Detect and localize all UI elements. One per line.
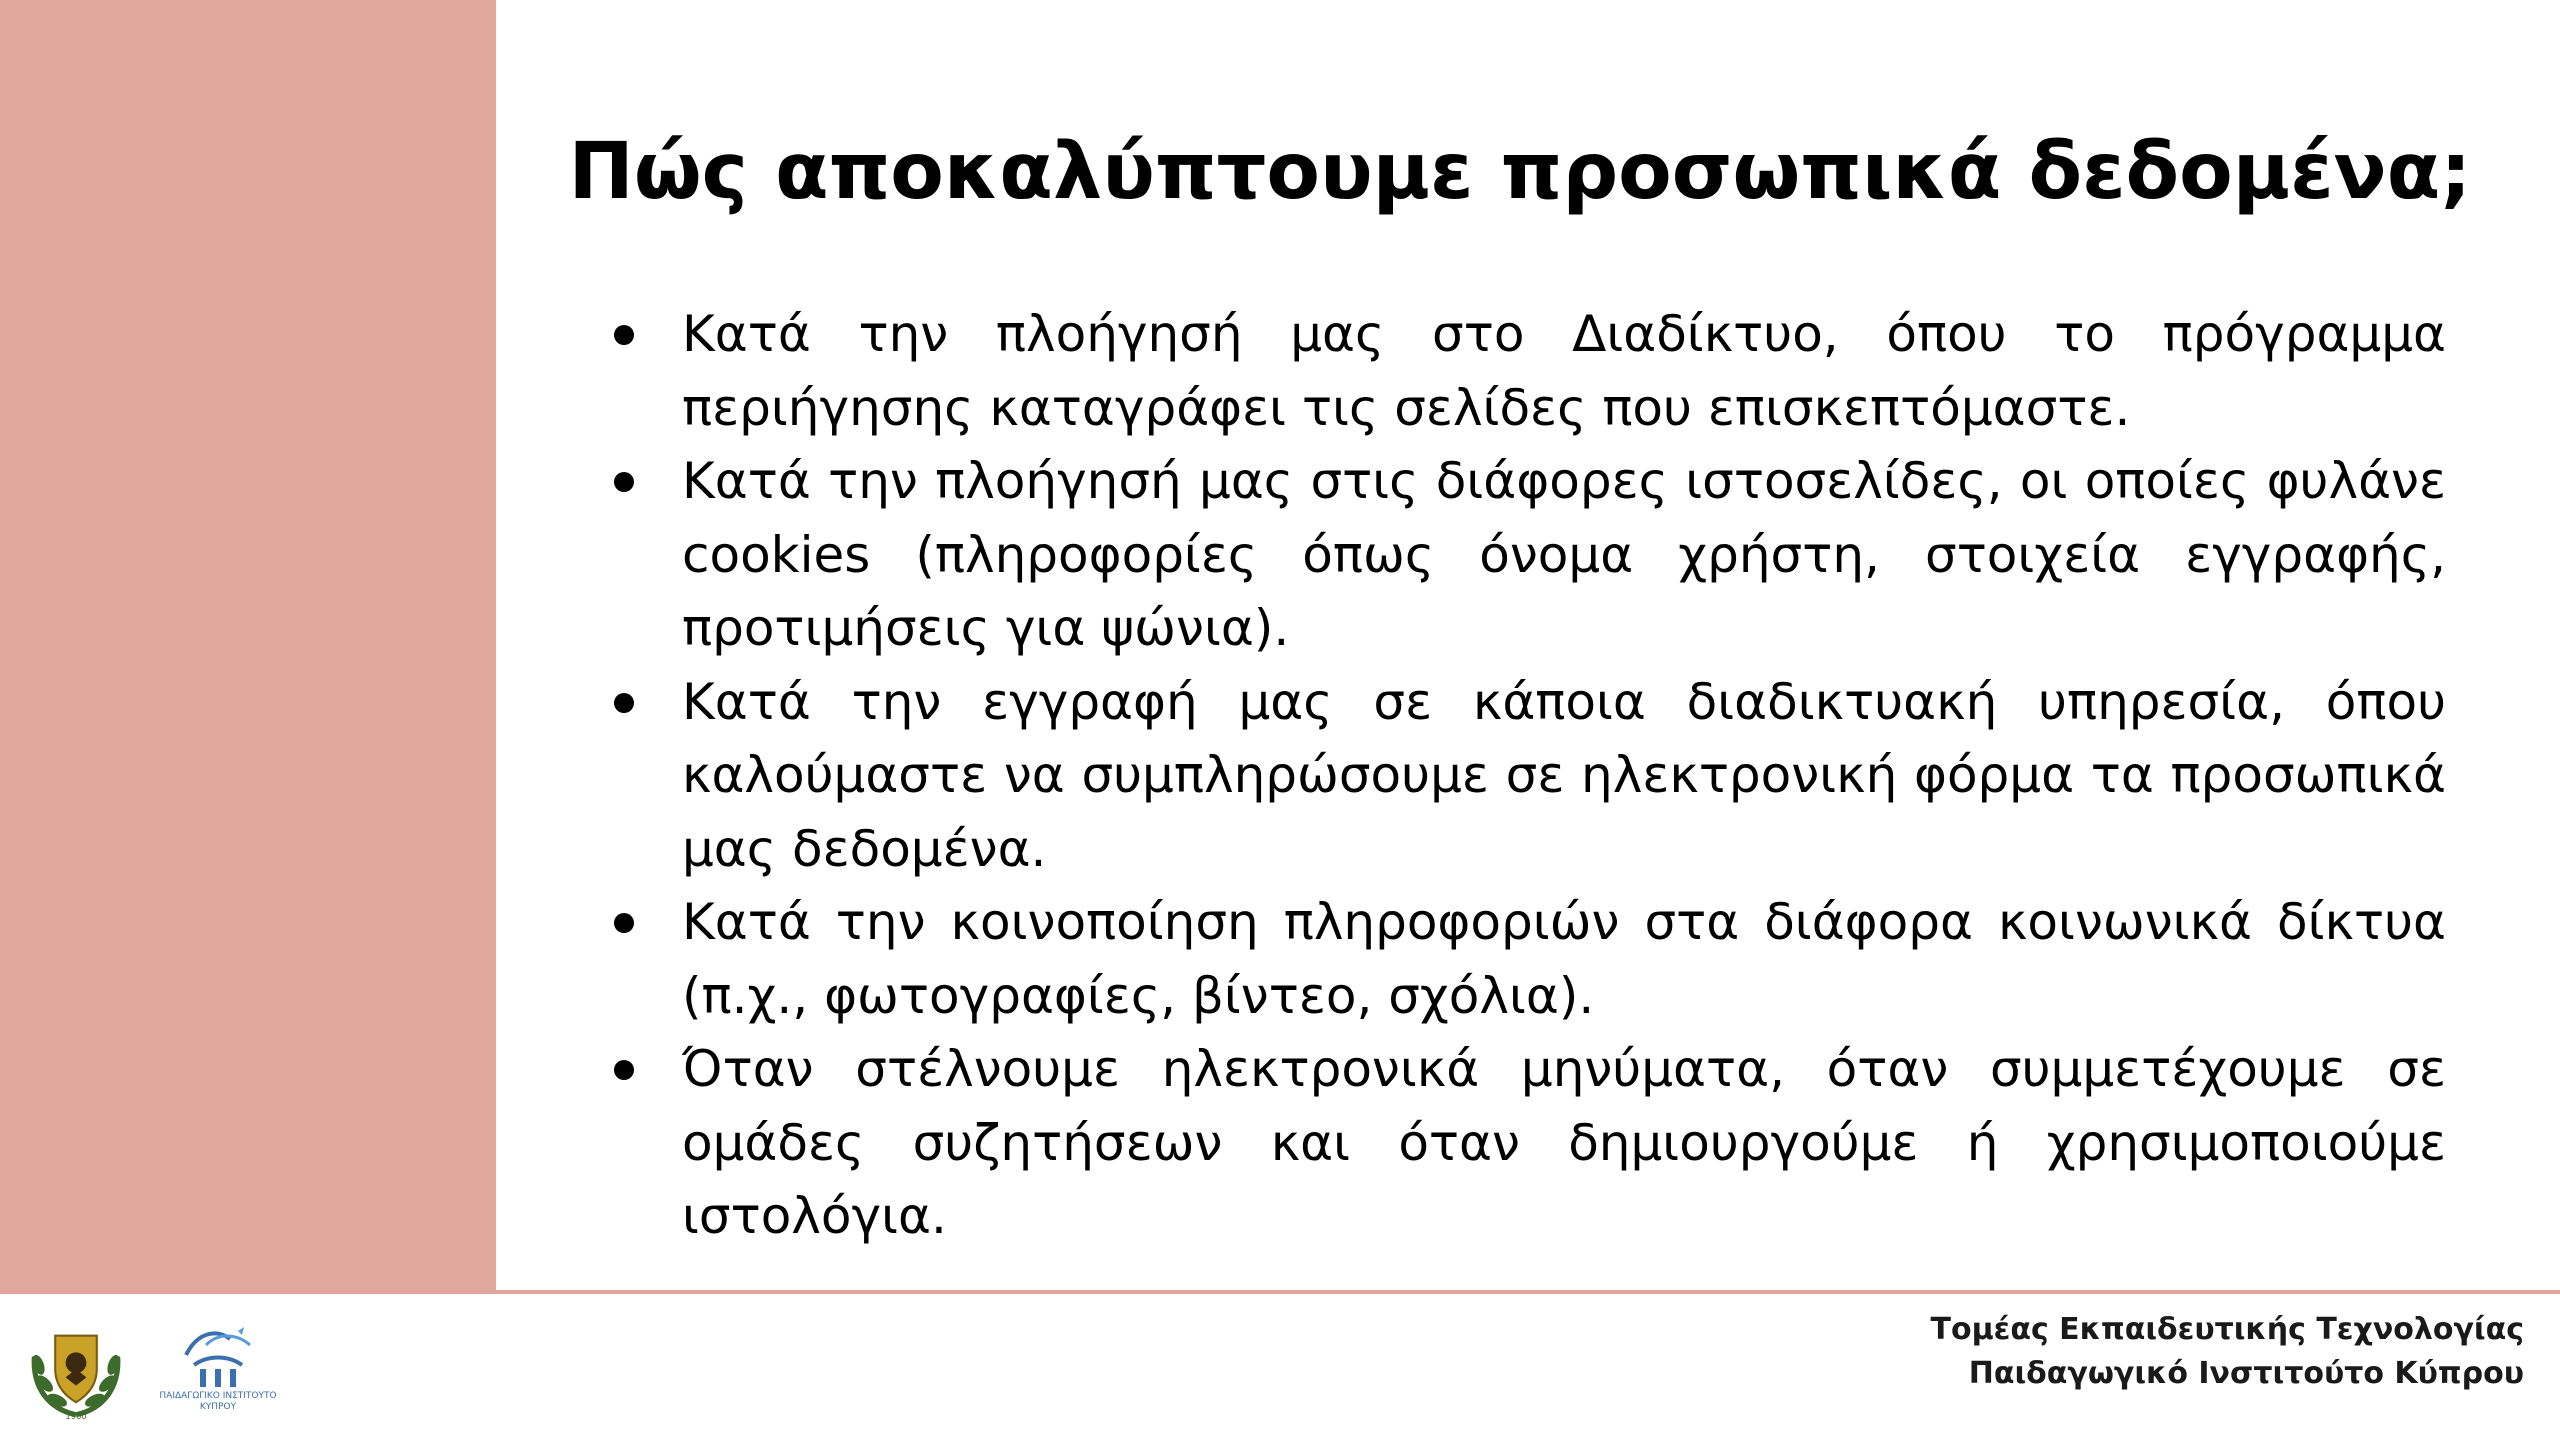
- institute-logo-icon: [178, 1325, 258, 1391]
- bullet-item: [610, 1033, 2446, 1254]
- bullet-text: Κατά την πλοήγησή μας στο Διαδίκτυο, όπου το πρόγραμμα περιήγησης καταγράφει τις σελίδες που επισκεπτόμαστε.: [682, 305, 2446, 437]
- bullet-text: Κατά την εγγραφή μας σε κάποια διαδικτυακή υπηρεσία, όπου καλούμαστε να συμπληρώσουμε σε ηλεκτρονική φόρμα τα προσωπικά μας δεδομένα.: [682, 672, 2446, 878]
- bullet-icon: [614, 325, 634, 345]
- bullet-text: Κατά την πλοήγησή μας στις διάφορες ιστοσελίδες, οι οποίες φυλάνε cookies (πληροφορίες όπως όνομα χρήστη, στοιχεία εγγραφής, προτιμήσεις για ψώνια).: [682, 452, 2446, 657]
- slide-title: Πώς αποκαλύπτουμε προσωπικά δεδομένα;: [568, 127, 2472, 217]
- footer-institute: Παιδαγωγικό Ινστιτούτο Κύπρου: [1968, 1356, 2524, 1391]
- bullet-item: [610, 886, 2446, 1033]
- institute-logo-text-line2: ΚΥΠΡΟΥ: [199, 1402, 237, 1412]
- footer-divider: [0, 1290, 2560, 1294]
- footer-department: Τομέας Εκπαιδευτικής Τεχνολογίας: [1930, 1312, 2524, 1347]
- svg-text:1960: 1960: [65, 1410, 87, 1421]
- bullet-item: [610, 298, 2446, 445]
- bullet-icon: [614, 913, 634, 933]
- bullet-icon: [614, 472, 634, 492]
- footer-logos: [24, 1316, 282, 1422]
- footer-text: [1931, 1308, 2525, 1396]
- bullet-text: Όταν στέλνουμε ηλεκτρονικά μηνύματα, όταν συμμετέχουμε σε ομάδες συζητήσεων και όταν δημιουργούμε ή χρησιμοποιούμε ιστολόγια.: [682, 1040, 2446, 1245]
- bullet-text: Κατά την κοινοποίηση πληροφοριών στα διάφορα κοινωνικά δίκτυα (π.χ., φωτογραφίες, βίντεο, σχόλια).: [682, 893, 2446, 1025]
- bullet-item: [610, 445, 2446, 666]
- bullet-item: [610, 666, 2446, 887]
- side-panel: [0, 0, 496, 1290]
- institute-logo-text-line1: ΠΑΙΔΑΓΩΓΙΚΟ ΙΝΣΤΙΤΟΥΤΟ: [159, 1391, 277, 1401]
- cyprus-emblem-icon: [24, 1317, 128, 1421]
- bullet-icon: [614, 1060, 634, 1080]
- institute-logo: [154, 1325, 282, 1413]
- bullet-icon: [614, 693, 634, 713]
- bullet-list: [610, 298, 2446, 1254]
